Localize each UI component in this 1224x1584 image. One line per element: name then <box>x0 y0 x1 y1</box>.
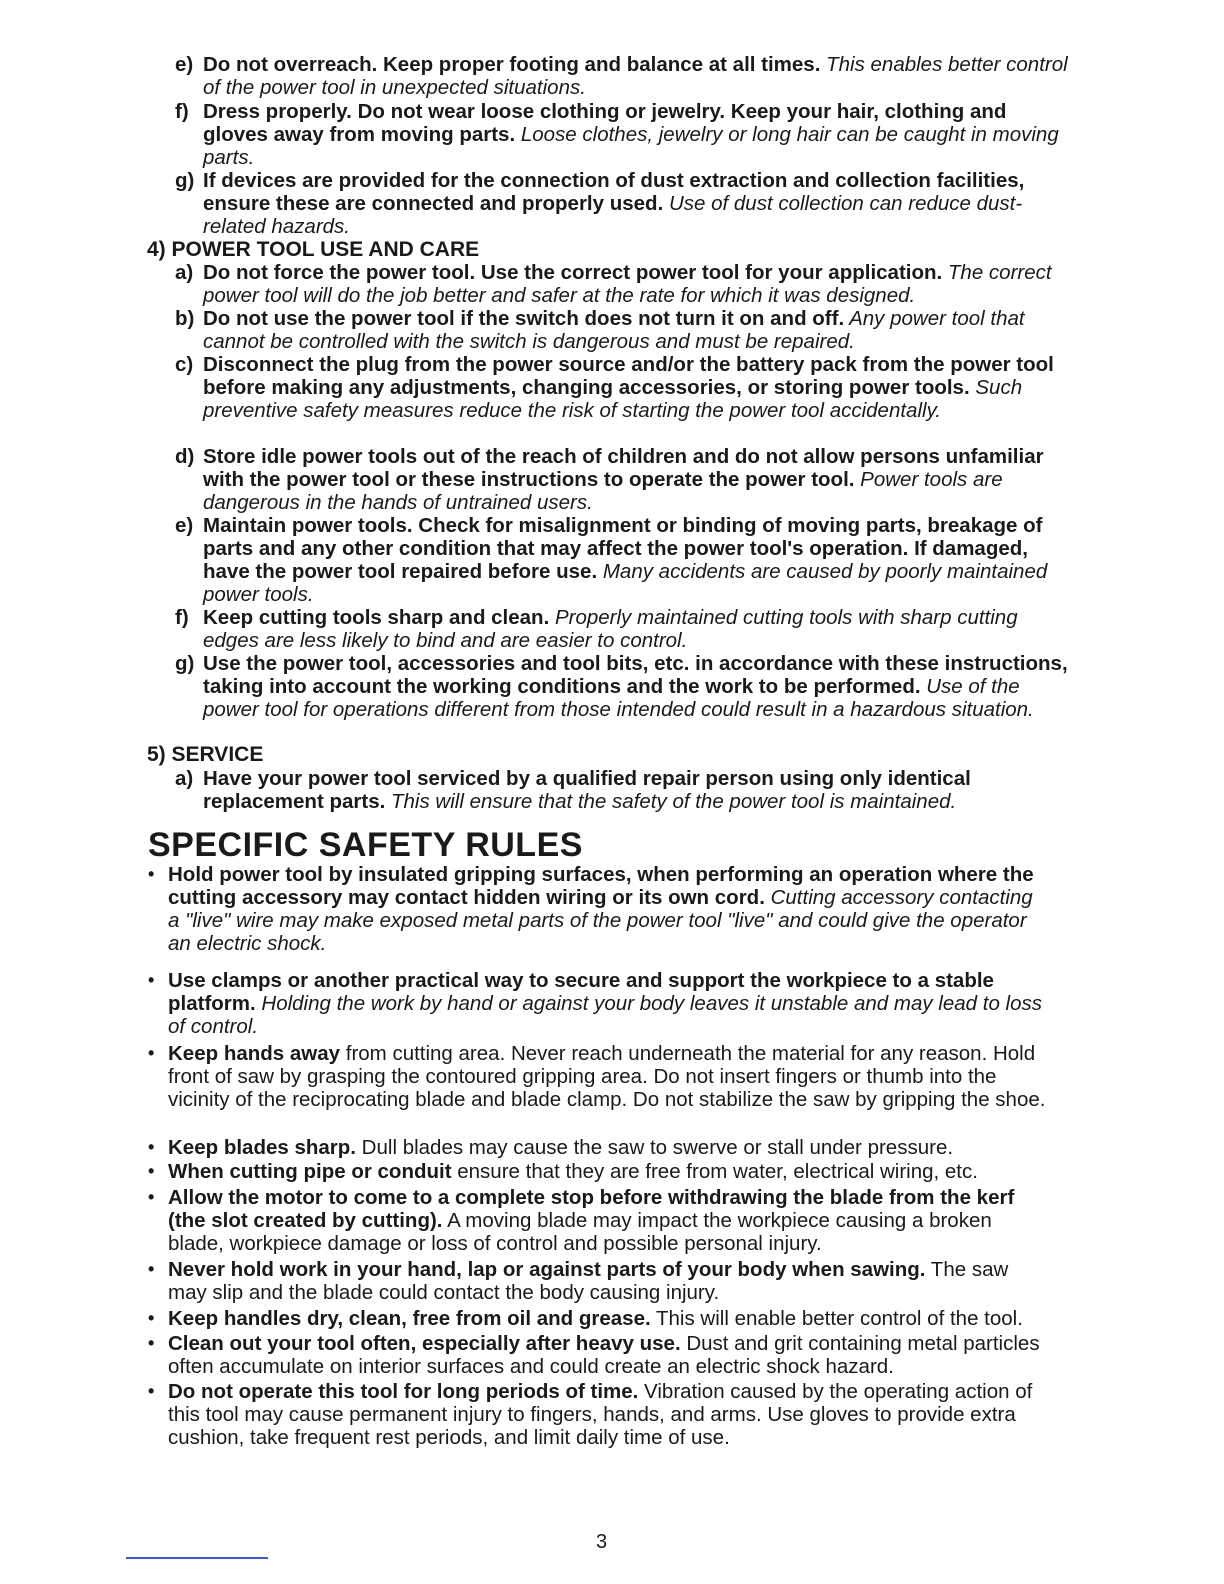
list-item <box>148 1186 1048 1255</box>
item-normal-text: from cutting area. Never reach underneath the material for any reason. Hold front of saw by grasping the contoured gripping area. Do not insert fingers or thumb into the vicinity of the reciprocating blade and blade clamp. Do not stabilize the saw by gripping the shoe. <box>168 1042 1046 1111</box>
item-normal-text: The saw may slip and the blade could contact the body causing injury. <box>168 1258 1009 1304</box>
item-label: f) <box>175 100 189 123</box>
list-item <box>148 1042 1048 1111</box>
item-bold-text: Use clamps or another practical way to secure and support the workpiece to a stable platform. <box>168 969 994 1015</box>
item-italic-text: Such preventive safety measures reduce the risk of starting the power tool accidentally. <box>203 376 1023 422</box>
item-label: g) <box>175 652 195 675</box>
item-bold-text: Dress properly. Do not wear loose clothing or jewelry. Keep your hair, clothing and gloves away from moving parts. <box>203 100 1007 146</box>
item-bold-text: Maintain power tools. Check for misalignment or binding of moving parts, breakage of parts and any other condition that may affect the power tool's operation. If damaged, have the power tool repaired before use. <box>203 514 1043 583</box>
item-italic-text: Power tools are dangerous in the hands of untrained users. <box>203 468 1003 514</box>
item-label: d) <box>175 445 195 468</box>
bullet-icon: • <box>148 1043 155 1063</box>
item-label: c) <box>175 353 194 376</box>
specific-safety-rules-heading: SPECIFIC SAFETY RULES <box>148 826 583 864</box>
item-normal-text: This will enable better control of the tool. <box>650 1307 1023 1330</box>
item-italic-text: Cutting accessory contacting a "live" wire may make exposed metal parts of the power tool "live" and could give the operator an electric shock. <box>168 886 1033 955</box>
item-normal-text: Vibration caused by the operating action of this tool may cause permanent injury to fingers, hands, and arms. Use gloves to provide extra cushion, take frequent rest periods, and limit daily time of use. <box>168 1380 1033 1449</box>
item-normal-text: A moving blade may impact the workpiece causing a broken blade, workpiece damage or loss of control and possible personal injury. <box>168 1209 992 1255</box>
item-label: a) <box>175 261 194 284</box>
item-italic-text: Many accidents are caused by poorly maintained power tools. <box>203 560 1048 606</box>
bullet-icon: • <box>148 1187 155 1207</box>
bullet-icon: • <box>148 1137 155 1157</box>
list-item <box>175 606 1073 652</box>
item-italic-text: Use of dust collection can reduce dust-related hazards. <box>203 192 1023 238</box>
list-item <box>175 307 1073 353</box>
list-item <box>148 1258 1048 1304</box>
list-item <box>148 863 1048 955</box>
bullet-icon: • <box>148 864 155 884</box>
list-item <box>175 514 1073 606</box>
item-bold-text: Use the power tool, accessories and tool bits, etc. in accordance with these instructions, taking into account the working conditions and the work to be performed. <box>203 652 1068 698</box>
item-italic-text: The correct power tool will do the job better and safer at the rate for which it was designed. <box>203 261 1052 307</box>
item-italic-text: This will ensure that the safety of the power tool is maintained. <box>385 790 957 813</box>
item-bold-text: When cutting pipe or conduit <box>168 1160 452 1183</box>
section-heading-power-tool-use: 4) POWER TOOL USE AND CARE <box>147 238 480 261</box>
item-bold-text: Keep handles dry, clean, free from oil and grease. <box>168 1307 651 1330</box>
item-bold-text: Disconnect the plug from the power source and/or the battery pack from the power tool before making any adjustments, changing accessories, or storing power tools. <box>203 353 1054 399</box>
item-label: g) <box>175 169 195 192</box>
item-italic-text: Holding the work by hand or against your body leaves it unstable and may lead to loss of control. <box>168 992 1043 1038</box>
item-bold-text: Do not force the power tool. Use the correct power tool for your application. <box>203 261 943 284</box>
item-italic-text: Loose clothes, jewelry or long hair can be caught in moving parts. <box>203 123 1059 169</box>
bullet-icon: • <box>148 1161 155 1181</box>
list-item <box>175 100 1073 169</box>
item-bold-text: Have your power tool serviced by a qualified repair person using only identical replacement parts. <box>203 767 971 813</box>
list-item <box>175 53 1073 99</box>
item-normal-text: ensure that they are free from water, electrical wiring, etc. <box>451 1160 978 1183</box>
list-item <box>175 169 1073 238</box>
list-item <box>148 1332 1048 1378</box>
item-bold-text: Do not operate this tool for long periods of time. <box>168 1380 639 1403</box>
list-item <box>175 261 1073 307</box>
item-normal-text: Dust and grit containing metal particles often accumulate on interior surfaces and could create an electric shock hazard. <box>168 1332 1040 1378</box>
bullet-icon: • <box>148 1381 155 1401</box>
footer-divider <box>126 1557 268 1559</box>
item-label: b) <box>175 307 195 330</box>
list-item <box>148 969 1048 1038</box>
page-number: 3 <box>596 1531 608 1553</box>
item-label: a) <box>175 767 194 790</box>
list-item <box>148 1160 1048 1183</box>
list-item <box>175 767 1073 813</box>
item-italic-text: This enables better control of the power tool in unexpected situations. <box>203 53 1068 99</box>
item-label: e) <box>175 514 194 537</box>
item-italic-text: Any power tool that cannot be controlled with the switch is dangerous and must be repaired. <box>203 307 1025 353</box>
item-normal-text: Dull blades may cause the saw to swerve or stall under pressure. <box>355 1136 954 1159</box>
item-bold-text: Do not use the power tool if the switch does not turn it on and off. <box>203 307 845 330</box>
section-heading-service: 5) SERVICE <box>147 743 264 766</box>
item-label: f) <box>175 606 189 629</box>
list-item <box>175 445 1073 514</box>
bullet-icon: • <box>148 1308 155 1328</box>
bullet-icon: • <box>148 970 155 990</box>
item-bold-text: Keep blades sharp. <box>168 1136 356 1159</box>
list-item <box>148 1136 1048 1159</box>
item-bold-text: Keep cutting tools sharp and clean. <box>203 606 550 629</box>
item-label: e) <box>175 53 194 76</box>
bullet-icon: • <box>148 1259 155 1279</box>
list-item <box>148 1307 1048 1330</box>
item-bold-text: Store idle power tools out of the reach of children and do not allow persons unfamiliar with the power tool or these instructions to operate the power tool. <box>203 445 1044 491</box>
item-italic-text: Use of the power tool for operations different from those intended could result in a hazardous situation. <box>203 675 1034 721</box>
item-bold-text: Clean out your tool often, especially after heavy use. <box>168 1332 681 1355</box>
list-item <box>175 652 1073 721</box>
item-bold-text: Allow the motor to come to a complete stop before withdrawing the blade from the kerf (the slot created by cutting). <box>168 1186 1015 1232</box>
list-item <box>175 353 1073 422</box>
item-italic-text: Properly maintained cutting tools with sharp cutting edges are less likely to bind and are easier to control. <box>203 606 1018 652</box>
item-bold-text: Keep hands away <box>168 1042 341 1065</box>
bullet-icon: • <box>148 1333 155 1353</box>
item-bold-text: Do not overreach. Keep proper footing and balance at all times. <box>203 53 821 76</box>
item-bold-text: Hold power tool by insulated gripping surfaces, when performing an operation where the cutting accessory may contact hidden wiring or its own cord. <box>168 863 1034 909</box>
list-item <box>148 1380 1048 1449</box>
item-bold-text: If devices are provided for the connection of dust extraction and collection facilities, ensure these are connected and properly used. <box>203 169 1025 215</box>
item-bold-text: Never hold work in your hand, lap or against parts of your body when sawing. <box>168 1258 926 1281</box>
